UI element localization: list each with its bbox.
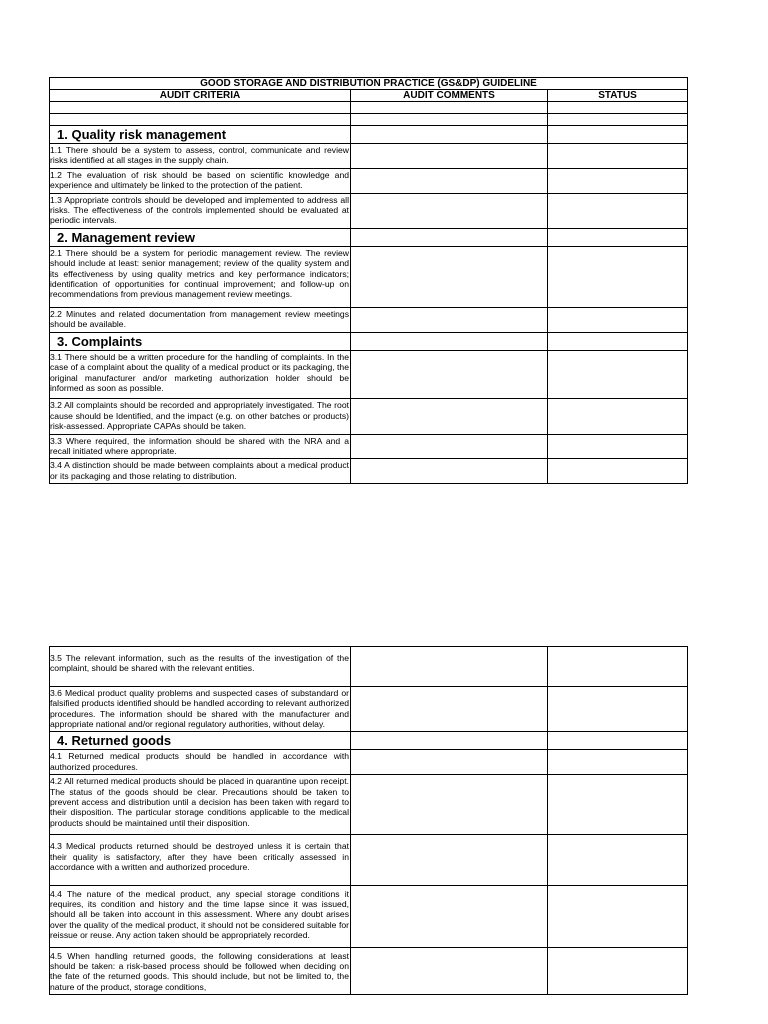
status-cell[interactable] [548, 647, 688, 687]
section-heading-complaints: 3. Complaints [50, 332, 351, 350]
criterion-3-4: 3.4 A distinction should be made between complaints about a medical product or its packaging and those relating to distribution. [50, 459, 351, 484]
status-cell[interactable] [548, 459, 688, 484]
criterion-4-4: 4.4 The nature of the medical product, any special storage conditions it requires, its condition and history and the time lapse since it was issued, should all be taken into account in this assessment. Where any doubt arises over the quality of the medical product, it should not be considered suitable for reissue or reuse. Any action taken should be appropriately recorded. [50, 885, 351, 947]
document-title: GOOD STORAGE AND DISTRIBUTION PRACTICE (GS&DP) GUIDELINE [50, 78, 688, 90]
comment-cell[interactable] [351, 246, 548, 307]
comment-cell[interactable] [351, 193, 548, 228]
criterion-2-2: 2.2 Minutes and related documentation from management review meetings should be available. [50, 307, 351, 332]
column-header-audit-criteria: AUDIT CRITERIA [50, 90, 351, 102]
status-cell[interactable] [548, 193, 688, 228]
comment-cell[interactable] [351, 114, 548, 126]
comment-cell[interactable] [351, 750, 548, 775]
comment-cell[interactable] [351, 102, 548, 114]
criterion-3-6: 3.6 Medical product quality problems and suspected cases of substandard or falsified products identified should be handled according to relevant authorized procedures. The information should be shared with the manufacturer and appropriate national and/or regional regulatory authorities, without delay. [50, 686, 351, 732]
status-cell[interactable] [548, 246, 688, 307]
criterion-4-5: 4.5 When handling returned goods, the following considerations at least should be taken: a risk-based process should be followed when deciding on the fate of the returned goods. This should include, but not be limited to, the nature of the product, storage conditions, [50, 947, 351, 995]
column-header-status: STATUS [548, 90, 688, 102]
comment-cell[interactable] [351, 168, 548, 193]
status-cell[interactable] [548, 732, 688, 750]
audit-table-page-2 [49, 646, 688, 995]
status-cell[interactable] [548, 885, 688, 947]
blank-cell [50, 102, 351, 114]
comment-cell[interactable] [351, 459, 548, 484]
status-cell[interactable] [548, 947, 688, 995]
comment-cell[interactable] [351, 434, 548, 459]
status-cell[interactable] [548, 168, 688, 193]
comment-cell[interactable] [351, 399, 548, 434]
status-cell[interactable] [548, 126, 688, 144]
section-heading-quality-risk-management: 1. Quality risk management [50, 126, 351, 144]
criterion-1-1: 1.1 There should be a system to assess, control, communicate and review risks identified at all stages in the supply chain. [50, 144, 351, 169]
status-cell[interactable] [548, 750, 688, 775]
criterion-3-1: 3.1 There should be a written procedure for the handling of complaints. In the case of a complaint about the quality of a medical product or its packaging, the original manufacturer and/or marketing authorization holder should be informed as soon as possible. [50, 350, 351, 399]
status-cell[interactable] [548, 307, 688, 332]
criterion-4-1: 4.1 Returned medical products should be handled in accordance with authorized procedures. [50, 750, 351, 775]
criterion-3-2: 3.2 All complaints should be recorded and appropriately investigated. The root cause should be Identified, and the impact (e.g. on other batches or products) risk-assessed. Appropriate CAPAs should be taken. [50, 399, 351, 434]
criterion-3-5: 3.5 The relevant information, such as the results of the investigation of the complaint, should be shared with the relevant entities. [50, 647, 351, 687]
criterion-1-3: 1.3 Appropriate controls should be developed and implemented to address all risks. The effectiveness of the controls implemented should be evaluated at periodic intervals. [50, 193, 351, 228]
audit-table-page-1 [49, 77, 688, 484]
status-cell[interactable] [548, 114, 688, 126]
blank-cell [50, 114, 351, 126]
status-cell[interactable] [548, 228, 688, 246]
criterion-1-2: 1.2 The evaluation of risk should be based on scientific knowledge and experience and ultimately be linked to the protection of the patient. [50, 168, 351, 193]
comment-cell[interactable] [351, 307, 548, 332]
criterion-4-3: 4.3 Medical products returned should be destroyed unless it is certain that their quality is satisfactory, after they have been critically assessed in accordance with a written and authorized procedure. [50, 835, 351, 885]
status-cell[interactable] [548, 399, 688, 434]
status-cell[interactable] [548, 332, 688, 350]
comment-cell[interactable] [351, 947, 548, 995]
comment-cell[interactable] [351, 686, 548, 732]
comment-cell[interactable] [351, 350, 548, 399]
comment-cell[interactable] [351, 775, 548, 835]
comment-cell[interactable] [351, 126, 548, 144]
status-cell[interactable] [548, 835, 688, 885]
comment-cell[interactable] [351, 885, 548, 947]
comment-cell[interactable] [351, 332, 548, 350]
status-cell[interactable] [548, 144, 688, 169]
status-cell[interactable] [548, 102, 688, 114]
status-cell[interactable] [548, 434, 688, 459]
status-cell[interactable] [548, 350, 688, 399]
criterion-3-3: 3.3 Where required, the information should be shared with the NRA and a recall initiated where appropriate. [50, 434, 351, 459]
status-cell[interactable] [548, 686, 688, 732]
column-header-audit-comments: AUDIT COMMENTS [351, 90, 548, 102]
comment-cell[interactable] [351, 835, 548, 885]
comment-cell[interactable] [351, 144, 548, 169]
comment-cell[interactable] [351, 732, 548, 750]
criterion-2-1: 2.1 There should be a system for periodic management review. The review should include at least: senior management; review of the quality system and its effectiveness by using quality metrics and key performance indicators; identification of opportunities for continual improvement; and follow-up on recommendations from previous management review meetings. [50, 246, 351, 307]
section-heading-returned-goods: 4. Returned goods [50, 732, 351, 750]
criterion-4-2: 4.2 All returned medical products should be placed in quarantine upon receipt. The status of the goods should be clear. Precautions should be taken to prevent access and distribution until a decision has been taken with regard to their disposition. The particular storage conditions applicable to the medical products should be maintained until their disposition. [50, 775, 351, 835]
comment-cell[interactable] [351, 228, 548, 246]
section-heading-management-review: 2. Management review [50, 228, 351, 246]
status-cell[interactable] [548, 775, 688, 835]
comment-cell[interactable] [351, 647, 548, 687]
